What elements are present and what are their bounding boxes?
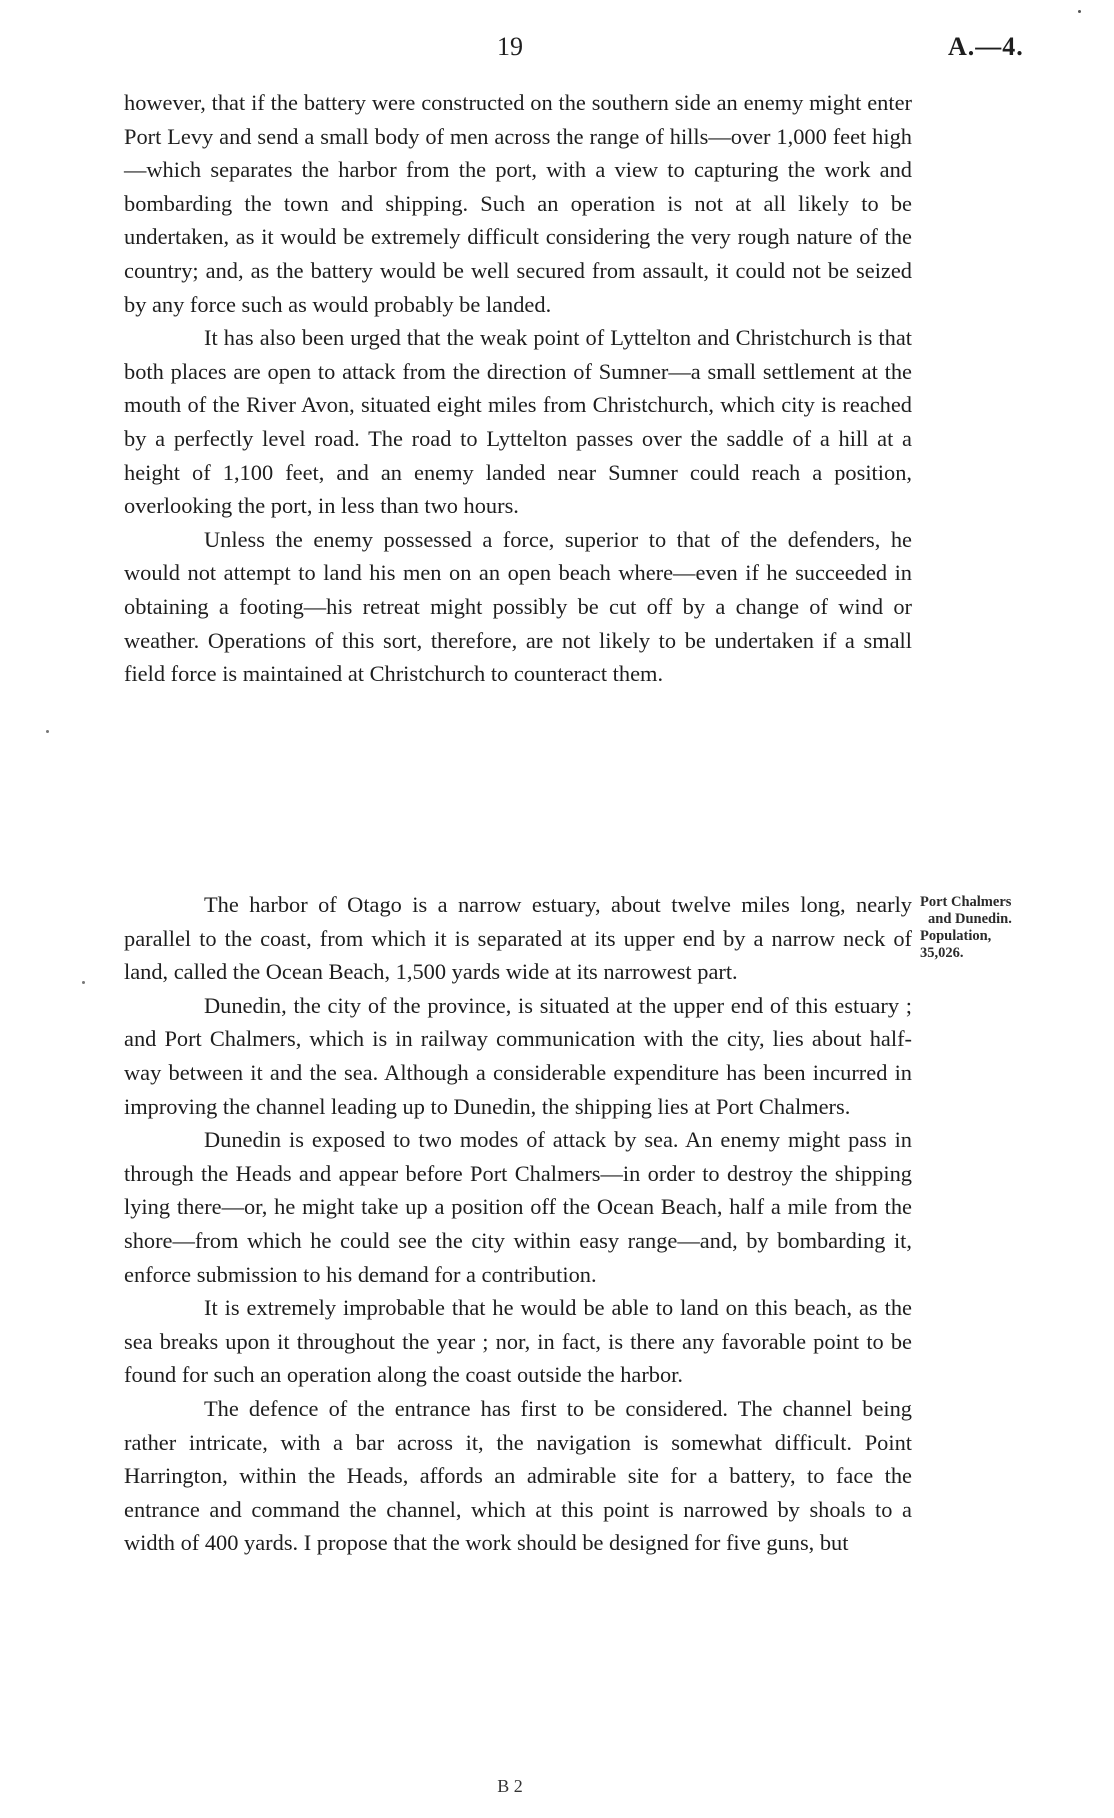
- page-number: 19: [497, 32, 523, 61]
- paragraph: Dunedin is exposed to two modes of attack by sea. An enemy might pass in through the Heads and appear before Port Chalmers—in order to destroy the shipping lying there—or, he might take up a position off the Ocean Beach, half a mile from the shore—from which he could see the city within easy range—and, by bombarding it, enforce submission to his demand for a contribution.: [124, 1127, 912, 1287]
- margin-note-line: and Dunedin.: [928, 911, 1012, 927]
- text-block-otago: [124, 888, 912, 1560]
- corner-mark: [1078, 10, 1081, 13]
- stray-mark: [82, 981, 85, 984]
- margin-note-line: Port Chalmers: [920, 894, 1012, 910]
- paragraph: Unless the enemy possessed a force, superior to that of the defenders, he would not attempt to land his men on an open beach where—even if he succeeded in obtaining a footing—his retreat might possibly be cut off by a change of wind or weather. Operations of this sort, therefore, are not likely to be undertaken if a small field force is maintained at Christchurch to counteract them.: [124, 526, 912, 687]
- paragraph: The harbor of Otago is a narrow estuary, about twelve miles long, nearly parallel to the coast, from which it is separated at its upper end by a narrow neck of land, called the Ocean Beach, 1,500 yards wide at its narrowest part.: [124, 892, 912, 985]
- paragraph: however, that if the battery were constructed on the southern side an enemy might enter Port Levy and send a small body of men across the range of hills—over 1,000 feet high—which separates the harbor from the port, with a view to capturing the work and bombarding the town and shipping. Such an operation is not at all likely to be undertaken, as it would be extremely difficult considering the very rough nature of the country; and, as the battery would be well secured from assault, it could not be seized by any force such as would probably be landed.: [124, 90, 912, 317]
- margin-note: [920, 894, 1040, 962]
- paragraph: It has also been urged that the weak point of Lyttelton and Christchurch is that both places are open to attack from the direction of Sumner—a small settlement at the mouth of the River Avon, situated eight miles from Christchurch, which city is reached by a perfectly level road. The road to Lyttelton passes over the saddle of a hill at a height of 1,100 feet, and an enemy landed near Sumner could reach a position, overlooking the port, in less than two hours.: [124, 325, 912, 519]
- paragraph: It is extremely improbable that he would be able to land on this beach, as the sea breaks upon it throughout the year ; nor, in fact, is there any favorable point to be found for such an operation along the coast outside the harbor.: [124, 1295, 912, 1388]
- paragraph: Dunedin, the city of the province, is situated at the upper end of this estuary ; and Port Chalmers, which is in railway communication with the city, lies about half-way between it and the sea. Although a considerable expenditure has been incurred in improving the channel leading up to Dunedin, the shipping lies at Port Chalmers.: [124, 992, 912, 1119]
- text-block-lyttelton: [124, 86, 912, 691]
- margin-note-line: Population,: [920, 928, 992, 944]
- paragraph: The defence of the entrance has first to be considered. The channel being rather intricate, with a bar across it, the navigation is somewhat difficult. Point Harrington, within the Heads, affords an admirable site for a battery, to face the entrance and command the channel, which at this point is narrowed by shoals to a width of 400 yards. I propose that the work should be designed for five guns, but: [124, 1395, 912, 1556]
- signature-mark: B 2: [497, 1776, 523, 1796]
- stray-mark: [46, 730, 49, 733]
- margin-note-line: 35,026.: [920, 945, 964, 961]
- document-code: A.—4.: [948, 32, 1024, 61]
